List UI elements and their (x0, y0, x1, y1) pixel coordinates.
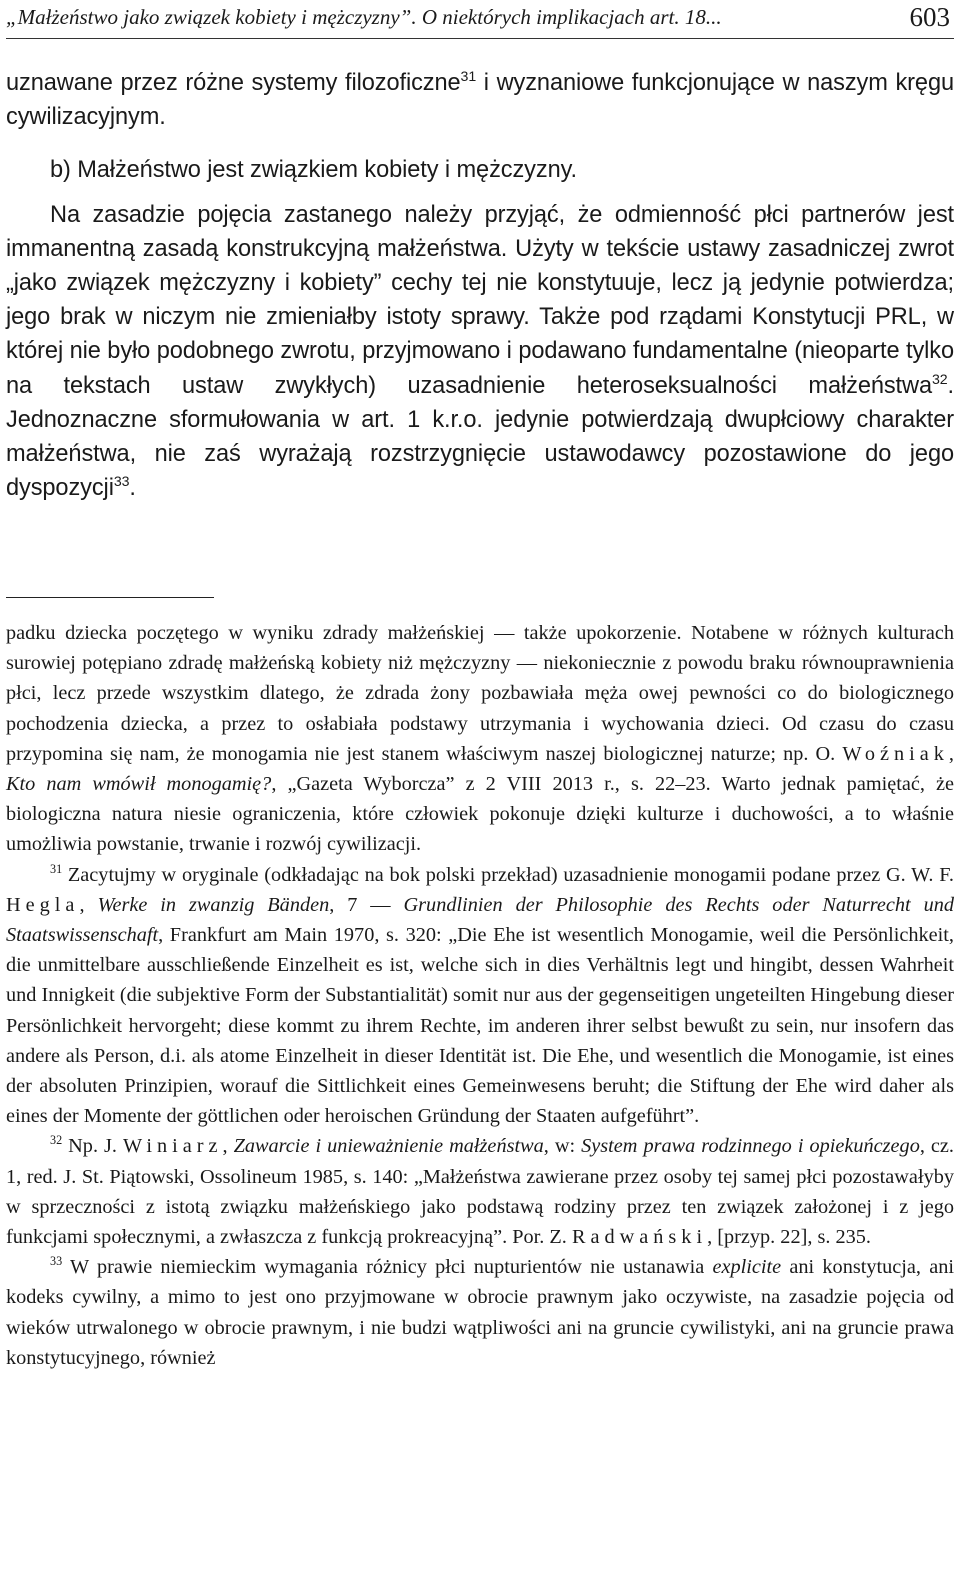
text-run: , (79, 893, 98, 916)
text-run: , cz. 1, red. J. St. Piątowski, Ossolineum 1985, s. 140: „Małżeństwa zawierane przez osoby tej samej płci pozostawałyby w sprzeczności z istotą związku małżeńskiego jako podstawą rodziny przez ten związek założonej i z jego funkcjami społecznymi, a zwłaszcza z funkcją prokreacyjną”. Por. Z. (6, 1135, 954, 1249)
footnote-ref-32[interactable]: 32 (931, 371, 948, 388)
page-number: 603 (909, 2, 950, 32)
text-run: Na zasadzie pojęcia zastanego należy przyjąć, że odmienność płci partnerów jest immanentną zasadą konstrukcyjną małżeństwa. Użyty w tekście ustawy zasadniczej zwrot „jako związek mężczyzny i kobiety” cechy tej nie konstytuuje, lecz ją jedynie potwierdza; jego brak w niczym nie zmieniałby istoty sprawy. (6, 201, 954, 331)
author-name: Radwański (571, 1226, 708, 1249)
latin-term: explicite (712, 1256, 782, 1279)
footnote-33 (6, 1252, 954, 1373)
text-run: Zacytujmy w oryginale (odkładając na bok polski przekład) uzasadnienie monogamii podane przez G. W. F. (62, 863, 954, 886)
text-run: Np. J. (62, 1135, 123, 1158)
text-run: padku dziecka poczętego w wyniku zdrady małżeńskiej — także upokorzenie. Notabene w różnych kulturach surowiej potępiano zdradę małżeńską kobiety niż mężczyzny — niekoniecznie z powodu braku równouprawnienia płci, lecz przede wszystkim dlatego, że zdrada żony pozbawiała męża owej pewności co do biologicznego pochodzenia dziecka, a przez to osłabiała podstawy utrzymania i wychowania dzieci. Od czasu do czasu przypomina się nam, że monogamia nie jest stanem właściwym naszej biologicznej naturze; np. O. (6, 622, 954, 765)
footnote-continuation (6, 618, 954, 860)
text-run: , [przyp. 22], s. 235. (707, 1226, 872, 1249)
footnote-31 (6, 860, 954, 1132)
text-run: . Jednoznaczne sformułowania w art. 1 k.r.o. jedynie potwierdzają dwupłciowy charakter małżeństwa, nie zaś wyrażają rozstrzygnięcie ustawodawcy pozostawione do jego dyspozycji (6, 372, 954, 502)
work-title: Grundlinien der Philosophie des Rechts oder Naturrecht und Staatswissenschaft (6, 893, 955, 947)
text-run: ani konstytucja, ani kodeks cywilny, a mimo to jest ono przyjmowane w obrocie prawnym jako oczywiste, na zasadzie pojęcia od wieków utrwalonego w obrocie prawnym, i nie budzi wątpliwości ani na gruncie cywilistyki, ani na gruncie prawa konstytucyjnego, również (6, 1256, 954, 1369)
section-heading: b) Małżeństwo jest związkiem kobiety i mężczyzny. (50, 157, 577, 184)
footnotes-section (6, 618, 954, 1373)
text-run: , Frankfurt am Main 1970, s. 320: „Die Ehe ist wesentlich Monogamie, weil die Persönlichkeit, die unmittelbare ausschließende Einzelheit es ist, welche sich in dies Verhältnis legt und hingibt, dessen Wahrheit und Innigkeit (die subjektive Form der Substantialität) somit nur aus der gegenseitigen ungeteilten Hingebung dieser Persönlichkeit hervorgeht; diese kommt zu ihrem Rechte, im anderen ihrer selbst bewußt zu sein, nur insofern das andere als Person, d.i. als atome Einzelheit in dieser Identität ist. Die Ehe, und wesentlich die Monogamie, ist eines der absoluten Prinzipien, worauf die Sittlichkeit eines Gemeinwesens beruht; die Stiftung der Ehe wird daher als eines der Momente der göttlichen oder heroischen Gründung der Staaten aufgeführt”. (6, 924, 954, 1128)
author-name: Hegla (6, 893, 80, 916)
paragraph-main (6, 198, 954, 506)
text-run: i wyznaniowe funkcjonujące w naszym kręgu cywilizacyjnym. (6, 70, 954, 131)
text-run: Także pod rządami Konstytucji PRL, w której nie było podobnego zwrotu, przyjmowano i podawano fundamentalne (nieoparte tylko na tekstach ustaw zwykłych) uzasadnienie heteroseksualności małżeństwa (6, 304, 954, 399)
text-run: W prawie niemieckim wymagania różnicy płci nupturientów nie ustanawia (62, 1256, 713, 1279)
paragraph-continuation (6, 66, 954, 134)
main-text (6, 66, 954, 505)
text-run: . (129, 475, 136, 502)
work-title: System prawa rodzinnego i opiekuńczego (581, 1135, 920, 1158)
running-title: „Małżeństwo jako związek kobiety i mężczyzny”. O niektórych implikacjach art. 18... (6, 5, 722, 29)
footnote-ref-33[interactable]: 33 (113, 474, 130, 491)
text-run: uznawane przez różne systemy filozoficzne (6, 70, 461, 96)
footnote-number: 32 (50, 1133, 63, 1148)
work-title: Kto nam wmówił monogamię? (6, 773, 272, 796)
author-name: Woźniak (842, 742, 949, 765)
text-run: , w: (543, 1135, 582, 1158)
text-run: , (948, 742, 954, 765)
text-run: , „Gazeta Wyborcza” z 2 VIII 2013 r., s. 22–23. Warto jednak pamiętać, że biologiczna natura niesie ograniczenia, które człowiek pokonuje dzięki kulturze i duchowości, a to właśnie umożliwia powstanie, trwanie i rozwój cywilizacji. (6, 773, 955, 856)
work-title: Werke in zwanzig Bänden (97, 893, 330, 916)
running-header (6, 2, 954, 39)
text-run: , (222, 1135, 234, 1158)
footnote-number: 31 (50, 861, 63, 876)
text-run: , 7 — (329, 893, 404, 916)
author-name: Winiarz (123, 1135, 223, 1158)
footnote-ref-31[interactable]: 31 (460, 69, 477, 86)
work-title: Zawarcie i unieważnienie małżeństwa (233, 1135, 544, 1158)
footnote-separator (6, 597, 214, 598)
footnote-number: 33 (50, 1254, 63, 1269)
footnote-32 (6, 1131, 954, 1252)
